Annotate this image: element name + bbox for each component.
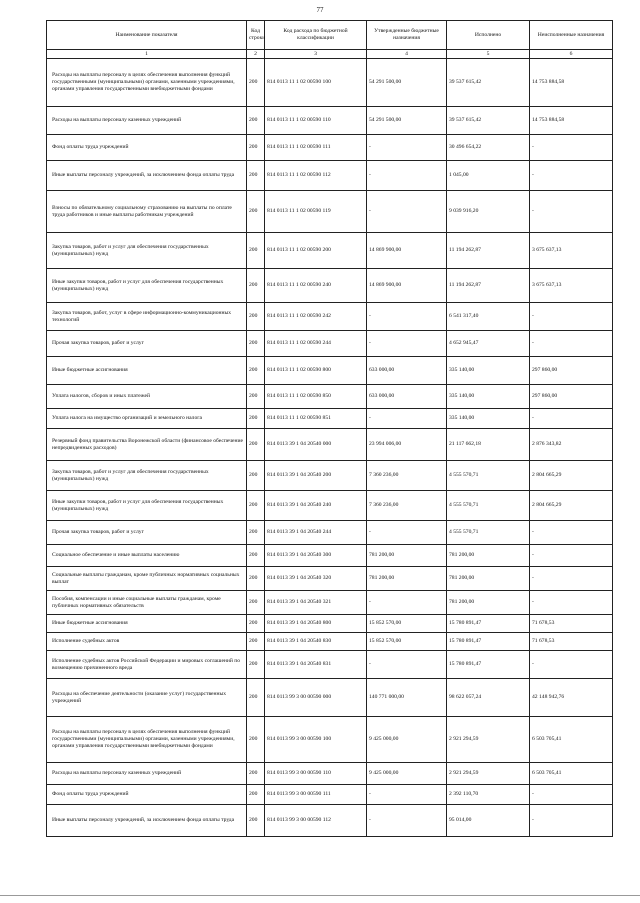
row-kbk: 814 0113 11 1 02 00590 850 — [265, 385, 367, 409]
header-executed: Исполнено — [447, 21, 530, 50]
row-unexecuted: - — [530, 521, 613, 545]
table-row — [47, 409, 613, 429]
row-executed: 95 014,00 — [447, 805, 530, 837]
row-approved: 14 869 900,00 — [367, 269, 447, 303]
row-name: Иные закупки товаров, работ и услуг для обеспечения государственных (муниципальных) нужд — [47, 491, 247, 521]
row-unexecuted: 6 503 705,41 — [530, 763, 613, 785]
row-approved: 140 771 000,00 — [367, 679, 447, 717]
table-row — [47, 491, 613, 521]
row-kbk: 814 0113 11 1 02 00590 851 — [265, 409, 367, 429]
row-name: Уплата налогов, сборов и иных платежей — [47, 385, 247, 409]
row-name: Взносы по обязательному социальному страхованию на выплаты по оплате труда работников и иные выплаты работникам учреждений — [47, 191, 247, 233]
header-unexecuted: Неисполненные назначения — [530, 21, 613, 50]
table-row — [47, 303, 613, 331]
row-unexecuted: 71 678,53 — [530, 633, 613, 651]
row-kbk: 814 0113 99 3 00 00590 111 — [265, 785, 367, 805]
table-row — [47, 679, 613, 717]
row-unexecuted: 297 860,00 — [530, 357, 613, 385]
row-line-code: 200 — [247, 161, 265, 191]
row-line-code: 200 — [247, 567, 265, 591]
row-kbk: 814 0113 39 1 04 20540 240 — [265, 491, 367, 521]
row-kbk: 814 0113 39 1 04 20540 321 — [265, 591, 367, 615]
row-kbk: 814 0113 11 1 02 00590 240 — [265, 269, 367, 303]
row-approved: - — [367, 191, 447, 233]
row-name: Уплата налога на имущество организаций и земельного налога — [47, 409, 247, 429]
row-unexecuted: 71 678,53 — [530, 615, 613, 633]
row-name: Резервный фонд правительства Воронежской области (финансовое обеспечение непредвиденных расходов) — [47, 429, 247, 461]
row-kbk: 814 0113 39 1 04 20540 244 — [265, 521, 367, 545]
table-row — [47, 385, 613, 409]
row-approved: - — [367, 135, 447, 161]
row-kbk: 814 0113 11 1 02 00590 111 — [265, 135, 367, 161]
row-name: Иные выплаты персоналу учреждений, за исключением фонда оплаты труда — [47, 805, 247, 837]
row-kbk: 814 0113 11 1 02 00590 119 — [265, 191, 367, 233]
table-row — [47, 233, 613, 269]
row-approved: 7 360 236,00 — [367, 461, 447, 491]
row-name: Исполнение судебных актов — [47, 633, 247, 651]
row-unexecuted: 2 876 343,82 — [530, 429, 613, 461]
row-executed: 2 921 294,59 — [447, 763, 530, 785]
row-executed: 15 780 891,47 — [447, 615, 530, 633]
row-line-code: 200 — [247, 491, 265, 521]
row-executed: 781 200,00 — [447, 567, 530, 591]
row-executed: 15 780 891,47 — [447, 633, 530, 651]
table-row — [47, 545, 613, 567]
row-approved: 633 000,00 — [367, 385, 447, 409]
header-name: Наименование показателя — [47, 21, 247, 50]
row-approved: - — [367, 409, 447, 429]
row-name: Закупка товаров, работ, услуг в сфере информационно-коммуникационных технологий — [47, 303, 247, 331]
row-unexecuted: 14 753 884,58 — [530, 59, 613, 107]
page-number: 77 — [316, 6, 324, 14]
table-row — [47, 59, 613, 107]
row-approved: - — [367, 805, 447, 837]
row-line-code: 200 — [247, 135, 265, 161]
row-name: Иные закупки товаров, работ и услуг для обеспечения государственных (муниципальных) нужд — [47, 269, 247, 303]
budget-execution-table — [46, 20, 613, 837]
table-row — [47, 357, 613, 385]
row-approved: - — [367, 651, 447, 679]
row-unexecuted: - — [530, 135, 613, 161]
bottom-rule — [0, 895, 640, 896]
row-line-code: 200 — [247, 591, 265, 615]
row-executed: 11 194 262,87 — [447, 233, 530, 269]
row-unexecuted: - — [530, 567, 613, 591]
header-kbk: Код расхода по бюджетной классификации — [265, 21, 367, 50]
row-line-code: 200 — [247, 303, 265, 331]
row-executed: 98 622 057,24 — [447, 679, 530, 717]
row-unexecuted: - — [530, 303, 613, 331]
row-unexecuted: - — [530, 591, 613, 615]
row-name: Исполнение судебных актов Российской Федерации и мировых соглашений по возмещению причиненного вреда — [47, 651, 247, 679]
row-kbk: 814 0113 11 1 02 00590 242 — [265, 303, 367, 331]
table-row — [47, 191, 613, 233]
row-kbk: 814 0113 11 1 02 00590 244 — [265, 331, 367, 357]
row-approved: 14 869 900,00 — [367, 233, 447, 269]
row-kbk: 814 0113 39 1 04 20540 831 — [265, 651, 367, 679]
row-name: Расходы на выплаты персоналу казенных учреждений — [47, 107, 247, 135]
row-line-code: 200 — [247, 233, 265, 269]
row-executed: 4 555 570,71 — [447, 461, 530, 491]
row-approved: - — [367, 331, 447, 357]
row-line-code: 200 — [247, 785, 265, 805]
row-approved: 15 852 570,00 — [367, 615, 447, 633]
row-unexecuted: - — [530, 545, 613, 567]
table-row — [47, 591, 613, 615]
table-row — [47, 763, 613, 785]
row-kbk: 814 0113 11 1 02 00590 110 — [265, 107, 367, 135]
table-row — [47, 785, 613, 805]
row-executed: 335 140,00 — [447, 357, 530, 385]
row-line-code: 200 — [247, 385, 265, 409]
row-name: Расходы на обеспечение деятельности (оказание услуг) государственных учреждений — [47, 679, 247, 717]
row-unexecuted: 3 675 637,13 — [530, 233, 613, 269]
row-unexecuted: - — [530, 805, 613, 837]
row-name: Расходы на выплаты персоналу в целях обеспечения выполнения функций государственными (муниципальными) органами, казенными учреждениями, органами управления государственными внебюджетными фондами — [47, 717, 247, 763]
row-name: Иные бюджетные ассигнования — [47, 615, 247, 633]
table-row — [47, 567, 613, 591]
row-kbk: 814 0113 99 3 00 00590 112 — [265, 805, 367, 837]
row-unexecuted: 2 804 665,29 — [530, 461, 613, 491]
row-name: Фонд оплаты труда учреждений — [47, 785, 247, 805]
table-row — [47, 429, 613, 461]
row-line-code: 200 — [247, 191, 265, 233]
row-approved: 9 425 000,00 — [367, 763, 447, 785]
row-approved: 54 291 500,00 — [367, 107, 447, 135]
row-line-code: 200 — [247, 521, 265, 545]
header-approved: Утвержденные бюджетные назначения — [367, 21, 447, 50]
row-line-code: 200 — [247, 633, 265, 651]
row-executed: 39 537 615,42 — [447, 107, 530, 135]
table-row — [47, 651, 613, 679]
row-name: Иные выплаты персоналу учреждений, за исключением фонда оплаты труда — [47, 161, 247, 191]
row-name: Пособия, компенсации и иные социальные выплаты гражданам, кроме публичных нормативных обязательств — [47, 591, 247, 615]
table-row — [47, 135, 613, 161]
row-kbk: 814 0113 11 1 02 00590 200 — [265, 233, 367, 269]
table-row — [47, 461, 613, 491]
row-name: Расходы на выплаты персоналу в целях обеспечения выполнения функций государственными (муниципальными) органами, казенными учреждениями, органами управления государственными внебюджетными фондами — [47, 59, 247, 107]
row-executed: 1 045,00 — [447, 161, 530, 191]
row-line-code: 200 — [247, 59, 265, 107]
row-name: Социальные выплаты гражданам, кроме публичных нормативных социальных выплат — [47, 567, 247, 591]
row-kbk: 814 0113 39 1 04 20540 300 — [265, 545, 367, 567]
row-kbk: 814 0113 99 3 00 00590 110 — [265, 763, 367, 785]
row-executed: 6 541 317,40 — [447, 303, 530, 331]
col-index: 6 — [530, 50, 613, 59]
row-unexecuted: 42 148 942,76 — [530, 679, 613, 717]
row-line-code: 200 — [247, 615, 265, 633]
col-index: 5 — [447, 50, 530, 59]
row-name: Расходы на выплаты персоналу казенных учреждений — [47, 763, 247, 785]
row-kbk: 814 0113 39 1 04 20540 200 — [265, 461, 367, 491]
row-approved: 15 852 570,00 — [367, 633, 447, 651]
row-kbk: 814 0113 11 1 02 00590 100 — [265, 59, 367, 107]
row-line-code: 200 — [247, 107, 265, 135]
row-executed: 21 117 662,18 — [447, 429, 530, 461]
col-index: 3 — [265, 50, 367, 59]
row-kbk: 814 0113 39 1 04 20540 800 — [265, 615, 367, 633]
row-approved: 633 000,00 — [367, 357, 447, 385]
row-line-code: 200 — [247, 651, 265, 679]
table-row — [47, 805, 613, 837]
row-unexecuted: - — [530, 161, 613, 191]
table-row — [47, 633, 613, 651]
row-executed: 30 496 654,22 — [447, 135, 530, 161]
row-name: Иные бюджетные ассигнования — [47, 357, 247, 385]
row-executed: 335 140,00 — [447, 385, 530, 409]
row-executed: 4 555 570,71 — [447, 521, 530, 545]
table-row — [47, 107, 613, 135]
row-name: Социальное обеспечение и иные выплаты населению — [47, 545, 247, 567]
row-executed: 2 921 294,59 — [447, 717, 530, 763]
row-approved: - — [367, 785, 447, 805]
row-approved: - — [367, 303, 447, 331]
col-index: 2 — [247, 50, 265, 59]
row-kbk: 814 0113 99 3 00 00590 000 — [265, 679, 367, 717]
row-line-code: 200 — [247, 461, 265, 491]
row-executed: 9 039 916,20 — [447, 191, 530, 233]
col-index: 1 — [47, 50, 247, 59]
row-kbk: 814 0113 39 1 04 20540 320 — [265, 567, 367, 591]
header-line-code: Код строки — [247, 21, 265, 50]
table-row — [47, 521, 613, 545]
col-index: 4 — [367, 50, 447, 59]
column-index-row — [47, 50, 613, 59]
row-kbk: 814 0113 11 1 02 00590 112 — [265, 161, 367, 191]
table-row — [47, 269, 613, 303]
row-line-code: 200 — [247, 805, 265, 837]
table-row — [47, 331, 613, 357]
row-unexecuted: 3 675 637,13 — [530, 269, 613, 303]
row-line-code: 200 — [247, 763, 265, 785]
row-line-code: 200 — [247, 357, 265, 385]
row-unexecuted: - — [530, 651, 613, 679]
row-line-code: 200 — [247, 269, 265, 303]
row-unexecuted: 6 503 705,41 — [530, 717, 613, 763]
row-unexecuted: - — [530, 331, 613, 357]
header-row — [47, 21, 613, 50]
row-executed: 4 652 945,47 — [447, 331, 530, 357]
row-executed: 781 200,00 — [447, 591, 530, 615]
row-approved: 781 200,00 — [367, 545, 447, 567]
row-approved: 7 360 236,00 — [367, 491, 447, 521]
row-approved: - — [367, 591, 447, 615]
row-executed: 335 140,00 — [447, 409, 530, 429]
row-unexecuted: 2 804 665,29 — [530, 491, 613, 521]
row-name: Прочая закупка товаров, работ и услуг — [47, 331, 247, 357]
row-line-code: 200 — [247, 409, 265, 429]
row-executed: 39 537 615,42 — [447, 59, 530, 107]
row-executed: 2 392 110,70 — [447, 785, 530, 805]
row-executed: 15 780 891,47 — [447, 651, 530, 679]
row-kbk: 814 0113 99 3 00 00590 100 — [265, 717, 367, 763]
row-approved: 9 425 000,00 — [367, 717, 447, 763]
row-line-code: 200 — [247, 331, 265, 357]
row-line-code: 200 — [247, 717, 265, 763]
row-executed: 11 194 262,87 — [447, 269, 530, 303]
row-kbk: 814 0113 39 1 04 20540 830 — [265, 633, 367, 651]
row-kbk: 814 0113 11 1 02 00590 800 — [265, 357, 367, 385]
row-kbk: 814 0113 39 1 04 20540 000 — [265, 429, 367, 461]
row-name: Закупка товаров, работ и услуг для обеспечения государственных (муниципальных) нужд — [47, 233, 247, 269]
row-name: Фонд оплаты труда учреждений — [47, 135, 247, 161]
row-executed: 781 200,00 — [447, 545, 530, 567]
row-name: Прочая закупка товаров, работ и услуг — [47, 521, 247, 545]
row-line-code: 200 — [247, 545, 265, 567]
row-approved: - — [367, 521, 447, 545]
row-approved: - — [367, 161, 447, 191]
table-row — [47, 161, 613, 191]
table-row — [47, 615, 613, 633]
row-approved: 781 200,00 — [367, 567, 447, 591]
table-row — [47, 717, 613, 763]
row-unexecuted: - — [530, 409, 613, 429]
row-unexecuted: - — [530, 785, 613, 805]
row-line-code: 200 — [247, 429, 265, 461]
row-unexecuted: 297 860,00 — [530, 385, 613, 409]
row-approved: 54 291 500,00 — [367, 59, 447, 107]
row-unexecuted: 14 753 884,58 — [530, 107, 613, 135]
row-name: Закупка товаров, работ и услуг для обеспечения государственных (муниципальных) нужд — [47, 461, 247, 491]
row-line-code: 200 — [247, 679, 265, 717]
row-executed: 4 555 570,71 — [447, 491, 530, 521]
row-approved: 23 994 006,00 — [367, 429, 447, 461]
row-unexecuted: - — [530, 191, 613, 233]
